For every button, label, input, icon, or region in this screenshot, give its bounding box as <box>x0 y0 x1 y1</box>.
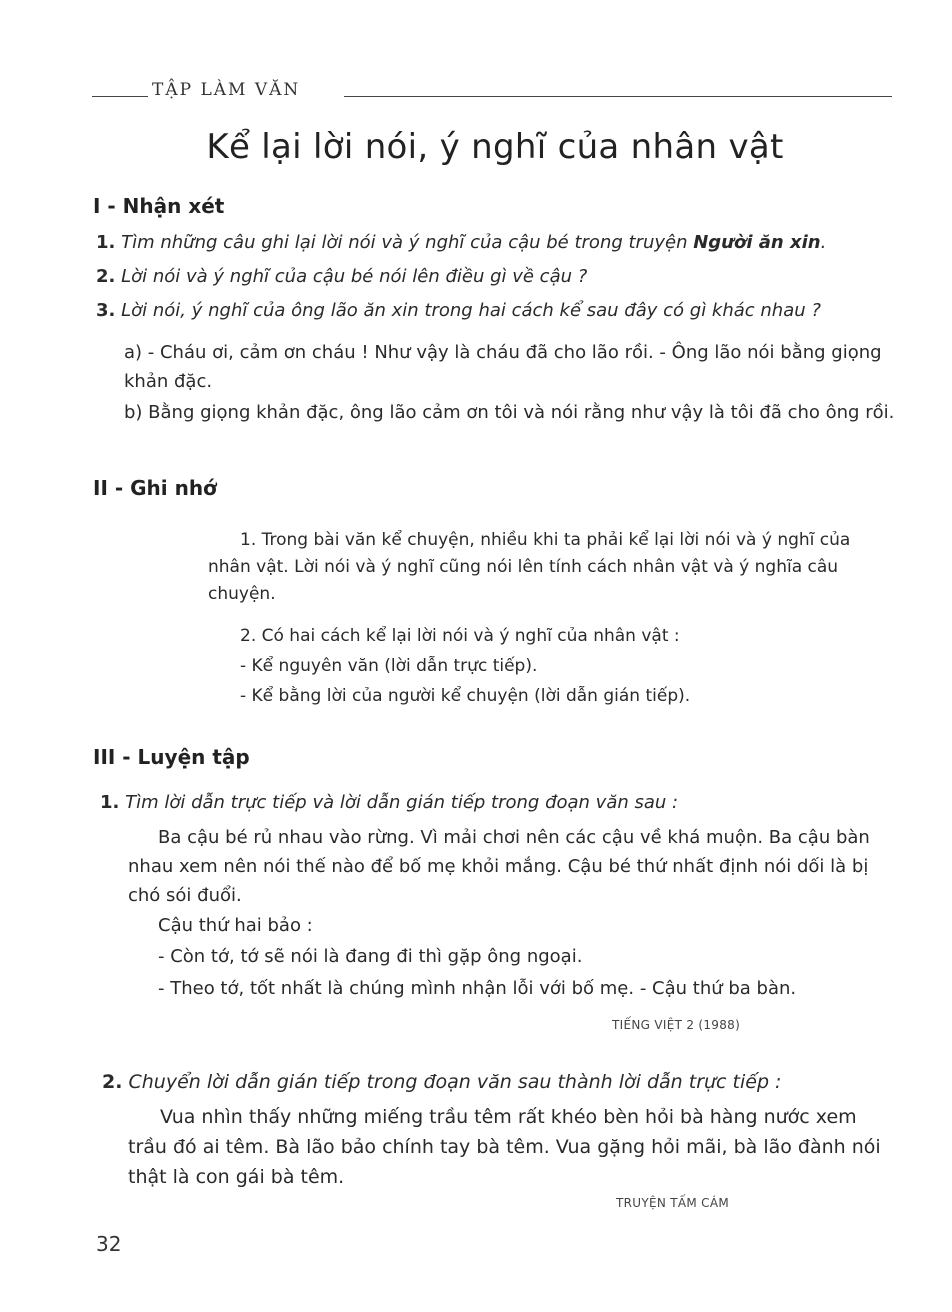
memo-point-2-item-1: - Kể nguyên văn (lời dẫn trực tiếp). <box>240 656 538 676</box>
section-heading-luyen-tap: III - Luyện tập <box>93 745 250 769</box>
running-header <box>92 78 892 102</box>
question-number: 3. <box>96 300 116 321</box>
option-a: a) - Cháu ơi, cảm ơn cháu ! Như vậy là cháu đã cho lão rồi. - Ông lão nói bằng giọng khản đặc. <box>124 342 882 392</box>
section-heading-nhan-xet: I - Nhận xét <box>93 194 225 218</box>
exercise-text: Chuyển lời dẫn gián tiếp trong đoạn văn sau thành lời dẫn trực tiếp : <box>128 1071 782 1093</box>
header-rule-left <box>92 96 148 97</box>
exercise-1-source: TIẾNG VIỆT 2 (1988) <box>612 1018 741 1032</box>
header-label: TẬP LÀM VĂN <box>152 80 301 100</box>
exercise-2-passage: Vua nhìn thấy những miếng trầu têm rất khéo bèn hỏi bà hàng nước xem trầu đó ai têm. Bà lão bảo chính tay bà têm. Vua gặng hỏi mãi, bà lão đành nói thật là con gái bà têm. <box>128 1106 881 1188</box>
exercise-1-prompt <box>100 792 678 813</box>
story-title: Người ăn xin <box>693 232 821 253</box>
exercise-text: Tìm lời dẫn trực tiếp và lời dẫn gián tiếp trong đoạn văn sau : <box>125 792 679 813</box>
page-title: Kể lại lời nói, ý nghĩ của nhân vật <box>206 127 784 167</box>
option-b: b) Bằng giọng khản đặc, ông lão cảm ơn tôi và nói rằng như vậy là tôi đã cho ông rồi. <box>124 402 895 423</box>
question-1 <box>96 232 826 253</box>
exercise-1-line-4: - Theo tớ, tốt nhất là chúng mình nhận lỗi với bố mẹ. - Cậu thứ ba bàn. <box>158 978 797 999</box>
question-text: Lời nói và ý nghĩ của cậu bé nói lên điều gì về cậu ? <box>121 266 588 287</box>
question-number: 2. <box>96 266 116 287</box>
exercise-2-source: TRUYỆN TẤM CÁM <box>616 1196 730 1210</box>
page-number: 32 <box>96 1232 122 1256</box>
header-rule-right <box>344 96 892 97</box>
exercise-1-line-3: - Còn tớ, tớ sẽ nói là đang đi thì gặp ông ngoại. <box>158 946 583 967</box>
memo-point-1: 1. Trong bài văn kể chuyện, nhiều khi ta phải kể lại lời nói và ý nghĩ của nhân vật. Lời nói và ý nghĩ cũng nói lên tính cách nhân vật và ý nghĩa câu chuyện. <box>208 530 851 604</box>
question-2 <box>96 266 587 287</box>
question-3 <box>96 300 821 321</box>
question-number: 1. <box>96 232 116 253</box>
exercise-number: 2. <box>102 1071 123 1093</box>
section-heading-ghi-nho: II - Ghi nhớ <box>93 476 217 500</box>
memo-point-2-intro: 2. Có hai cách kể lại lời nói và ý nghĩ của nhân vật : <box>240 626 680 646</box>
memo-point-2-item-2: - Kể bằng lời của người kể chuyện (lời dẫn gián tiếp). <box>240 686 691 706</box>
question-end: . <box>820 232 827 253</box>
exercise-1-line-2: Cậu thứ hai bảo : <box>158 915 313 936</box>
exercise-number: 1. <box>100 792 120 813</box>
exercise-2-prompt <box>102 1071 781 1093</box>
question-text: Tìm những câu ghi lại lời nói và ý nghĩ của cậu bé trong truyện <box>121 232 694 253</box>
exercise-1-passage: Ba cậu bé rủ nhau vào rừng. Vì mải chơi nên các cậu về khá muộn. Ba cậu bàn nhau xem nên nói thế nào để bố mẹ khỏi mắng. Cậu bé thứ nhất định nói dối là bị chó sói đuổi. <box>128 827 870 906</box>
question-text: Lời nói, ý nghĩ của ông lão ăn xin trong hai cách kể sau đây có gì khác nhau ? <box>121 300 821 321</box>
